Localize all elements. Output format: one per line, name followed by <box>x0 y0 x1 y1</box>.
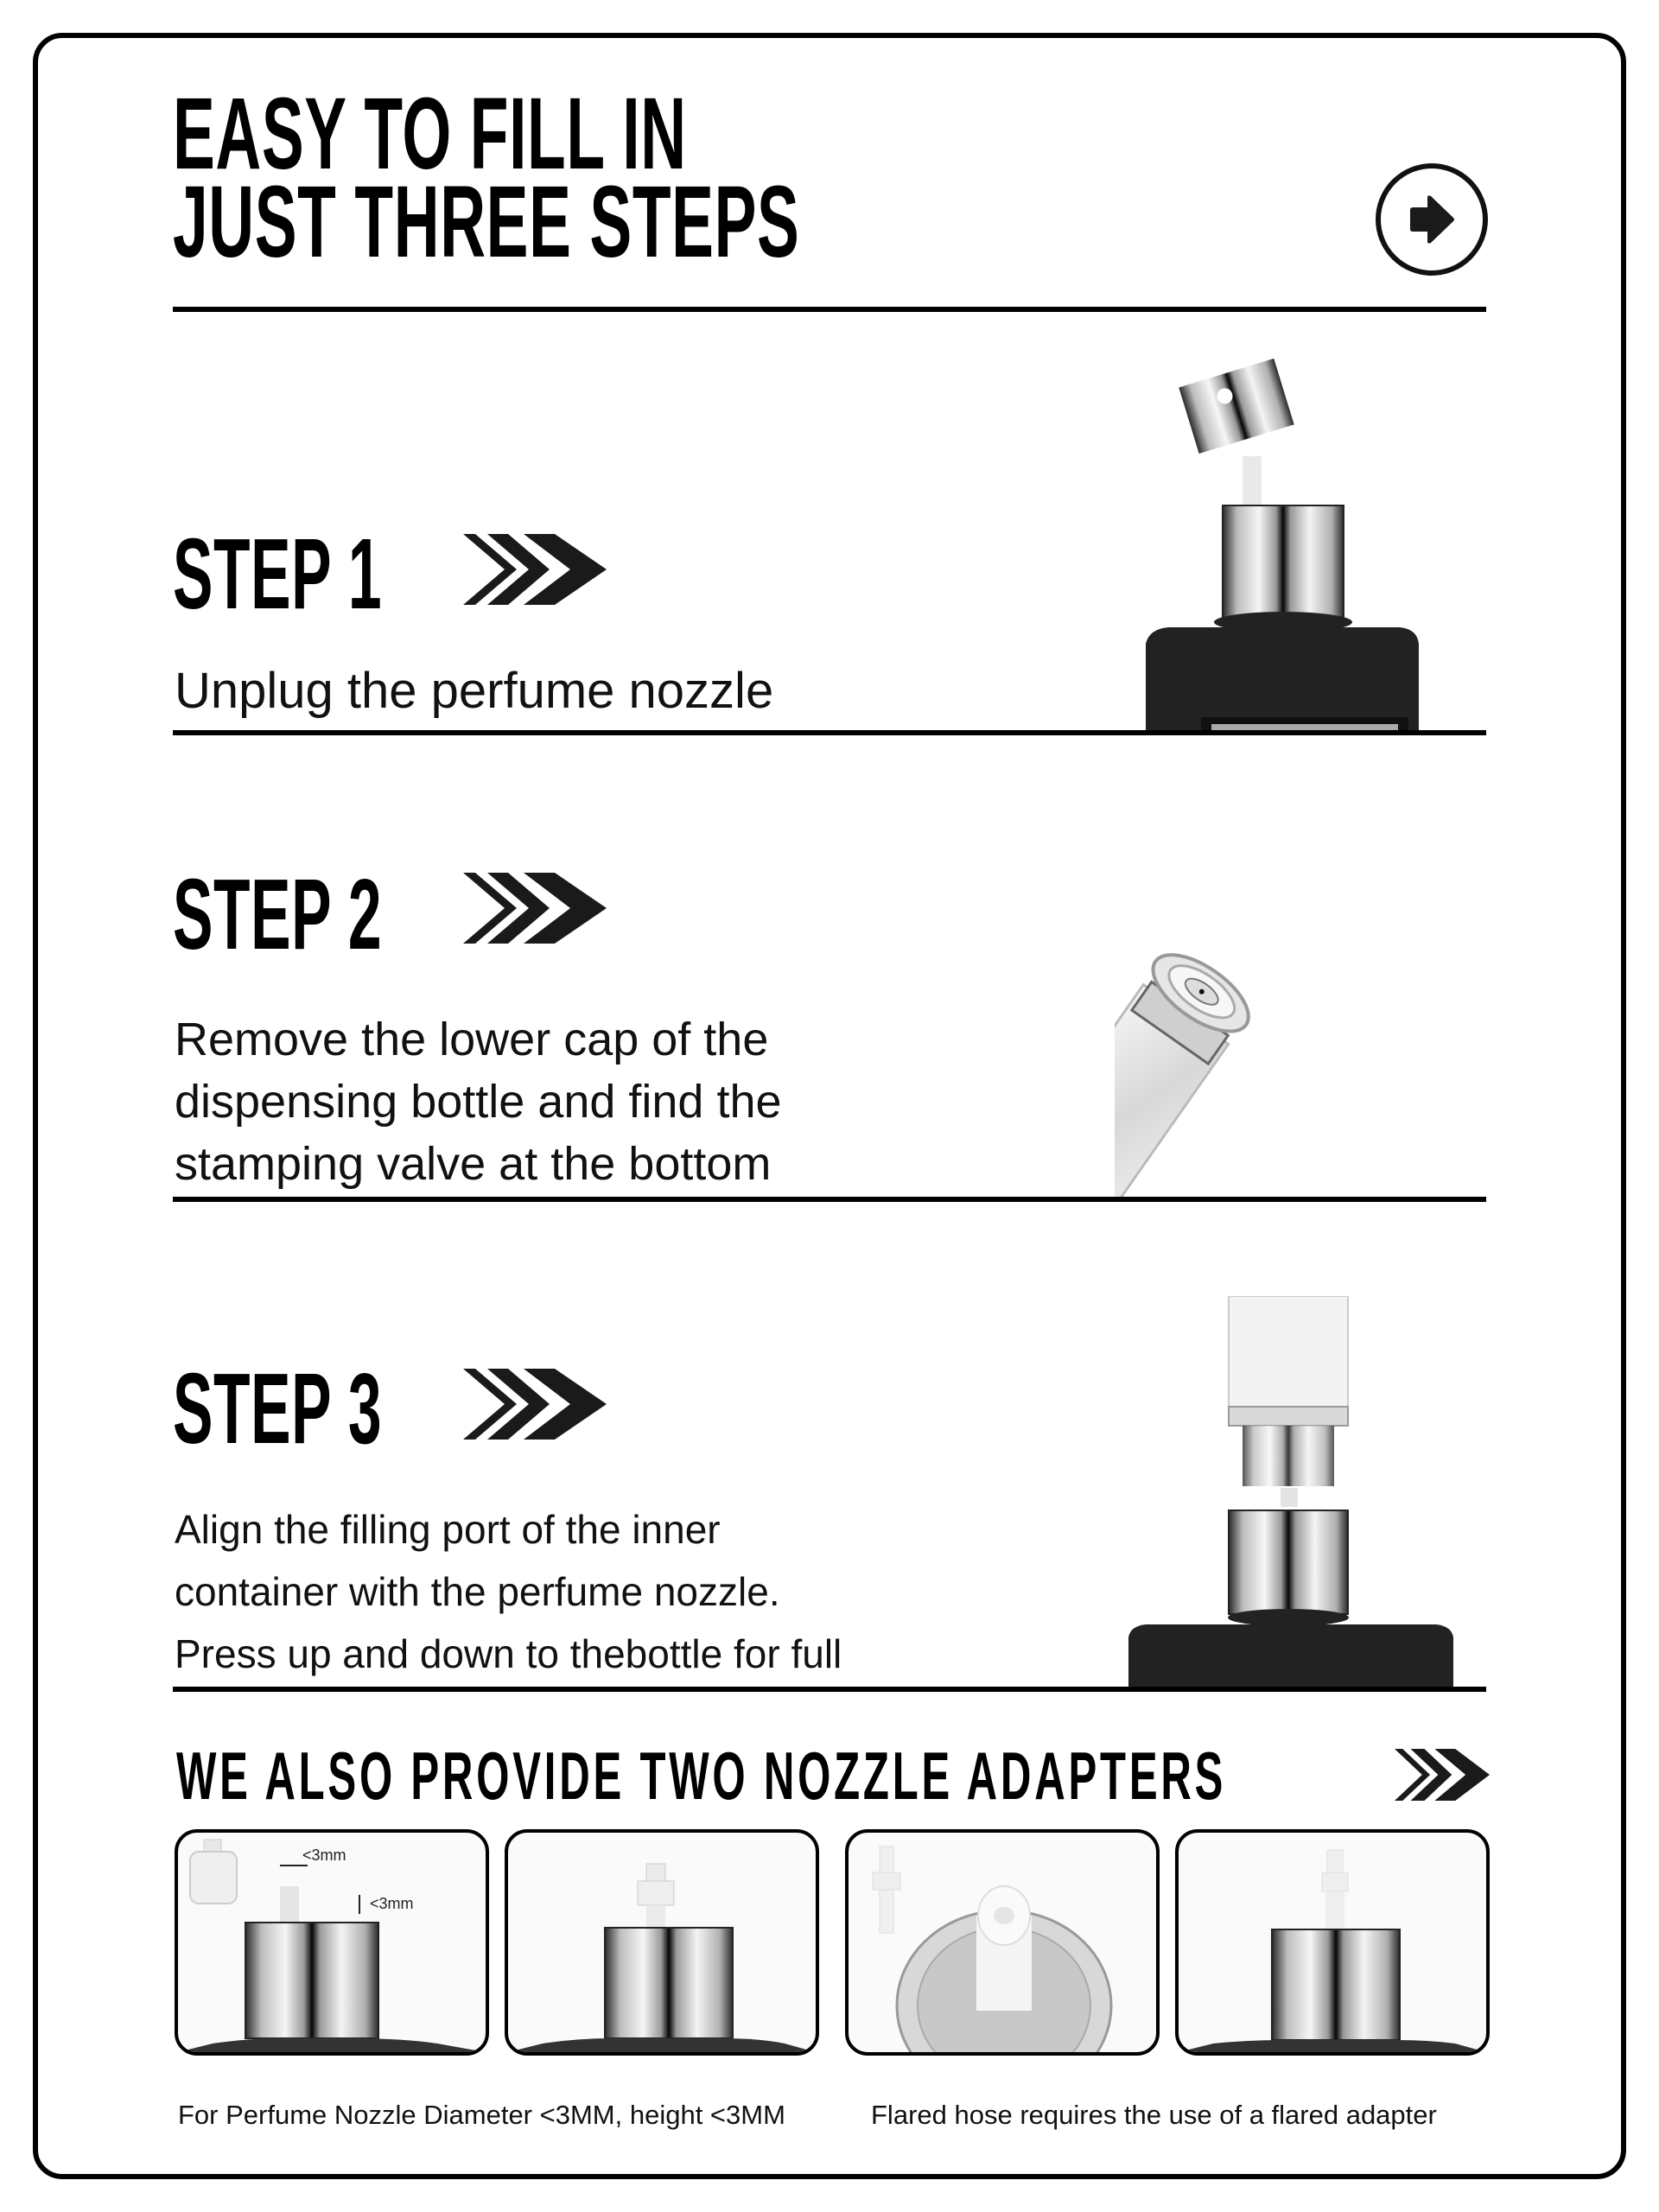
triple-chevron-right-icon <box>463 873 607 944</box>
adapter-card-flared-mounted <box>1175 1829 1490 2056</box>
triple-chevron-right-icon <box>1395 1749 1490 1801</box>
diameter-label: <3mm <box>302 1847 346 1864</box>
flared-adapter-mounted-on-nozzle-image <box>1179 1833 1486 2052</box>
step-2-heading: STEP 2 <box>173 858 383 970</box>
adapter-card-mounted <box>505 1829 819 2056</box>
step-1-description: Unplug the perfume nozzle <box>175 663 774 719</box>
adapter-card-small-nozzle <box>175 1829 489 2056</box>
adapter-mounted-on-nozzle-image <box>508 1833 816 2052</box>
step-3-line-1: Align the filling port of the inner <box>175 1507 721 1552</box>
step-1-heading: STEP 1 <box>173 518 383 630</box>
adapter-card-flared-bottle <box>845 1829 1160 2056</box>
height-label: <3mm <box>370 1895 414 1912</box>
adapter-caption-small-nozzle: For Perfume Nozzle Diameter <3MM, height <3MM <box>178 2100 785 2130</box>
step-3-description <box>175 1498 842 1685</box>
perfume-bottle-cap-removed-image <box>1115 354 1478 734</box>
step-2-divider <box>173 1197 1486 1202</box>
triple-chevron-right-icon <box>463 1369 607 1440</box>
refill-bottle-valve-image <box>1115 950 1495 1201</box>
step-3-line-2: container with the perfume nozzle. <box>175 1569 780 1614</box>
small-nozzle-with-adapter-image <box>178 1833 486 2052</box>
step-2-line-2: dispensing bottle and find the <box>175 1076 782 1128</box>
next-button[interactable] <box>1376 163 1488 276</box>
flared-adapter-in-bottle-image <box>849 1833 1156 2052</box>
step-3-line-3: Press up and down to thebottle for full <box>175 1631 842 1676</box>
step-3-heading: STEP 3 <box>173 1352 383 1465</box>
adapter-caption-flared: Flared hose requires the use of a flared adapter <box>871 2100 1437 2130</box>
step-1-divider <box>173 730 1486 735</box>
refill-bottle-aligned-image <box>1115 1296 1478 1689</box>
page-title-line-2: JUST THREE STEPS <box>173 165 800 279</box>
step-2-line-3: stamping valve at the bottom <box>175 1138 772 1190</box>
step-2-line-1: Remove the lower cap of the <box>175 1014 769 1065</box>
step-3-divider <box>173 1687 1486 1692</box>
arrow-right-icon <box>1402 189 1462 250</box>
header-divider <box>173 307 1486 312</box>
adapters-heading: WE ALSO PROVIDE TWO NOZZLE ADAPTERS <box>176 1738 1227 1814</box>
page-title-line-1: EASY TO FILL IN <box>173 77 687 191</box>
triple-chevron-right-icon <box>463 534 607 605</box>
step-2-description <box>175 1008 782 1195</box>
